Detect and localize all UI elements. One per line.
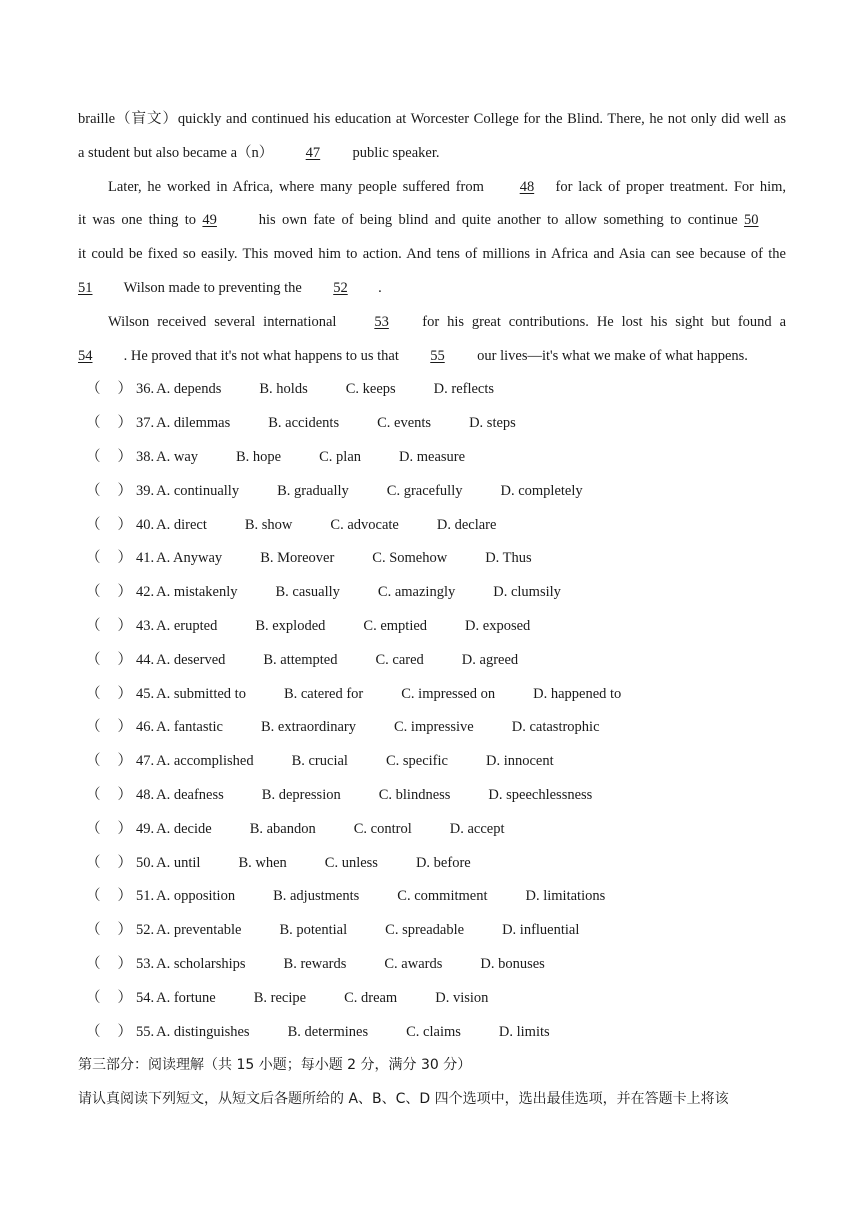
paren-open: （ [86, 381, 101, 398]
option-d: D. agreed [461, 651, 519, 668]
option-c: C. awards [384, 955, 443, 972]
question-row [78, 644, 786, 678]
option-b: B. recipe [253, 989, 307, 1006]
question-row [78, 813, 786, 847]
option-c: C. unless [324, 854, 378, 871]
option-a: A. depends [156, 381, 222, 398]
option-b: B. crucial [291, 753, 348, 770]
passage-line [78, 103, 786, 137]
answer-paren[interactable] [78, 982, 136, 1016]
blank-55: 55 [430, 347, 445, 364]
question-number: 46. [136, 719, 155, 736]
document-page [78, 103, 786, 1117]
question-row [78, 880, 786, 914]
answer-paren[interactable] [78, 644, 136, 678]
option-b: B. adjustments [273, 888, 360, 905]
option-d: D. steps [469, 415, 516, 432]
option-a: A. accomplished [156, 753, 254, 770]
paren-open: （ [86, 989, 101, 1006]
option-c: C. control [353, 820, 412, 837]
option-d: D. bonuses [480, 955, 545, 972]
blank-54: 54 [78, 347, 93, 364]
option-c: C. blindness [378, 786, 451, 803]
question-number: 40. [136, 516, 155, 533]
option-c: C. dream [344, 989, 398, 1006]
passage-text: public speaker. [352, 144, 440, 161]
paren-open: （ [86, 854, 101, 871]
option-b: B. extraordinary [260, 719, 356, 736]
passage-text: Wilson made to preventing the [123, 279, 302, 296]
question-row [78, 475, 786, 509]
paren-close: ） [117, 617, 132, 634]
paren-close: ） [117, 381, 132, 398]
answer-paren[interactable] [78, 373, 136, 407]
option-a: A. distinguishes [156, 1023, 250, 1040]
question-row [78, 711, 786, 745]
paren-open: （ [86, 482, 101, 499]
paren-open: （ [86, 617, 101, 634]
option-a: A. deserved [156, 651, 226, 668]
question-row [78, 610, 786, 644]
answer-paren[interactable] [78, 813, 136, 847]
option-a: A. mistakenly [156, 584, 238, 601]
option-a: A. erupted [156, 617, 218, 634]
paren-open: （ [86, 753, 101, 770]
passage-text: a student but also became a（n） [78, 144, 274, 161]
option-b: B. abandon [249, 820, 316, 837]
paren-open: （ [86, 1023, 101, 1040]
paren-close: ） [117, 415, 132, 432]
question-row [78, 1016, 786, 1050]
option-c: C. gracefully [386, 482, 463, 499]
paren-open: （ [86, 820, 101, 837]
paren-open: （ [86, 516, 101, 533]
option-c: C. advocate [330, 516, 399, 533]
passage-line [78, 238, 786, 272]
question-row [78, 407, 786, 441]
option-a: A. deafness [156, 786, 224, 803]
question-number: 43. [136, 617, 155, 634]
question-row [78, 509, 786, 543]
passage-line [78, 340, 786, 374]
passage-line [78, 171, 786, 205]
paren-close: ） [117, 448, 132, 465]
passage-line [78, 272, 786, 306]
answer-paren[interactable] [78, 948, 136, 982]
option-d: D. vision [435, 989, 489, 1006]
option-c: C. keeps [345, 381, 396, 398]
option-b: B. attempted [263, 651, 338, 668]
answer-paren[interactable] [78, 914, 136, 948]
option-a: A. opposition [156, 888, 236, 905]
paren-open: （ [86, 685, 101, 702]
option-b: B. depression [261, 786, 341, 803]
paren-close: ） [117, 820, 132, 837]
passage-line [78, 137, 786, 171]
paren-open: （ [86, 448, 101, 465]
question-number: 47. [136, 753, 155, 770]
question-number: 54. [136, 989, 155, 1006]
option-b: B. determines [287, 1023, 369, 1040]
option-d: D. limitations [525, 888, 606, 905]
question-row [78, 542, 786, 576]
paren-close: ） [117, 922, 132, 939]
option-a: A. decide [156, 820, 212, 837]
passage-text: Later, he worked in Africa, where many people suffered from [108, 178, 484, 195]
option-b: B. when [238, 854, 287, 871]
passage-line [78, 306, 786, 340]
blank-50: 50 [744, 212, 759, 229]
paren-close: ） [117, 989, 132, 1006]
paren-close: ） [117, 651, 132, 668]
paren-open: （ [86, 786, 101, 803]
answer-paren[interactable] [78, 475, 136, 509]
option-d: D. speechlessness [488, 786, 593, 803]
question-row [78, 914, 786, 948]
option-b: B. potential [279, 922, 348, 939]
answer-paren[interactable] [78, 509, 136, 543]
option-c: C. commitment [397, 888, 488, 905]
passage-text: . He proved that it's not what happens to us that [123, 347, 399, 364]
option-d: D. measure [399, 448, 466, 465]
answer-paren[interactable] [78, 711, 136, 745]
blank-52: 52 [333, 279, 348, 296]
answer-paren[interactable] [78, 678, 136, 712]
option-c: C. spreadable [385, 922, 465, 939]
paren-close: ） [117, 854, 132, 871]
passage-text: our lives—it's what we make of what happens. [477, 347, 748, 364]
option-c: C. impressive [394, 719, 474, 736]
blank-51: 51 [78, 279, 93, 296]
option-b: B. accidents [268, 415, 340, 432]
option-a: A. until [156, 854, 201, 871]
answer-paren[interactable] [78, 576, 136, 610]
paren-open: （ [86, 955, 101, 972]
question-number: 48. [136, 786, 155, 803]
question-number: 39. [136, 482, 155, 499]
question-number: 49. [136, 820, 155, 837]
blank-53: 53 [374, 313, 389, 330]
paren-close: ） [117, 482, 132, 499]
passage-text: his own fate of being blind and quite another to allow something to continue [258, 212, 738, 229]
passage-text: braille（盲文）quickly and continued his education at Worcester College for the Blind. There, he not only did well as [78, 111, 786, 127]
passage-text: for lack of proper treatment. For him, [555, 178, 786, 195]
option-d: D. exposed [465, 617, 531, 634]
answer-paren[interactable] [78, 610, 136, 644]
option-d: D. before [415, 854, 471, 871]
question-row [78, 678, 786, 712]
paren-open: （ [86, 584, 101, 601]
paren-close: ） [117, 888, 132, 905]
question-number: 36. [136, 381, 155, 398]
blank-47: 47 [305, 144, 321, 161]
option-d: D. limits [498, 1023, 550, 1040]
option-c: C. specific [385, 753, 448, 770]
option-a: A. preventable [156, 922, 242, 939]
passage-text: Wilson received several international [108, 313, 337, 330]
option-d: D. declare [436, 516, 497, 533]
option-c: C. cared [375, 651, 424, 668]
answer-paren[interactable] [78, 779, 136, 813]
paren-close: ） [117, 753, 132, 770]
option-b: B. show [244, 516, 293, 533]
option-a: A. Anyway [156, 550, 223, 567]
question-row [78, 373, 786, 407]
question-number: 41. [136, 550, 155, 567]
option-c: C. Somehow [372, 550, 448, 567]
question-number: 53. [136, 955, 155, 972]
question-row [78, 779, 786, 813]
option-c: C. emptied [363, 617, 428, 634]
option-b: B. hope [236, 448, 282, 465]
paren-close: ） [117, 584, 132, 601]
section-heading: 第三部分：阅读理解（共 15 小题；每小题 2 分，满分 30 分） [78, 1057, 472, 1074]
question-row [78, 948, 786, 982]
passage-text: . [378, 279, 382, 296]
option-c: C. amazingly [377, 584, 456, 601]
answer-paren[interactable] [78, 1016, 136, 1050]
option-d: D. clumsily [493, 584, 561, 601]
option-b: B. exploded [255, 617, 326, 634]
paren-close: ） [117, 786, 132, 803]
passage-text: it was one thing to [78, 212, 197, 229]
question-number: 42. [136, 584, 155, 601]
option-c: C. events [377, 415, 432, 432]
option-a: A. way [156, 448, 199, 465]
option-a: A. fortune [156, 989, 216, 1006]
question-number: 50. [136, 854, 155, 871]
option-a: A. dilemmas [156, 415, 231, 432]
option-a: A. submitted to [156, 685, 246, 702]
paren-open: （ [86, 550, 101, 567]
option-c: C. plan [319, 448, 362, 465]
option-c: C. claims [406, 1023, 461, 1040]
option-b: B. Moreover [260, 550, 335, 567]
question-number: 45. [136, 685, 155, 702]
option-d: D. accept [449, 820, 505, 837]
paren-close: ） [117, 1023, 132, 1040]
paren-open: （ [86, 415, 101, 432]
question-list [78, 373, 786, 1049]
answer-paren[interactable] [78, 745, 136, 779]
paren-close: ） [117, 719, 132, 736]
question-row [78, 982, 786, 1016]
question-row [78, 847, 786, 881]
blank-48: 48 [519, 178, 535, 195]
option-d: D. happened to [533, 685, 622, 702]
option-d: D. Thus [485, 550, 532, 567]
question-number: 52. [136, 922, 155, 939]
option-d: D. completely [500, 482, 583, 499]
paren-open: （ [86, 719, 101, 736]
paren-open: （ [86, 651, 101, 668]
option-d: D. innocent [485, 753, 554, 770]
option-a: A. continually [156, 482, 240, 499]
paren-close: ） [117, 516, 132, 533]
option-b: B. casually [275, 584, 340, 601]
option-d: D. influential [502, 922, 580, 939]
answer-paren[interactable] [78, 847, 136, 881]
passage-text: it could be fixed so easily. This moved him to action. And tens of millions in Africa and Asia can see because of the [78, 246, 786, 263]
option-b: B. rewards [283, 955, 347, 972]
option-a: A. scholarships [156, 955, 246, 972]
answer-paren[interactable] [78, 542, 136, 576]
question-number: 44. [136, 651, 155, 668]
question-row [78, 576, 786, 610]
question-number: 55. [136, 1023, 155, 1040]
section-instruction: 请认真阅读下列短文，从短文后各题所给的 A、B、C、D 四个选项中，选出最佳选项，并在答题卡上将该 [78, 1091, 729, 1108]
passage-text: for his great contributions. He lost his sight but found a [422, 313, 786, 330]
paren-open: （ [86, 888, 101, 905]
answer-paren[interactable] [78, 441, 136, 475]
option-b: B. gradually [277, 482, 349, 499]
blank-49: 49 [202, 212, 217, 229]
paren-close: ） [117, 685, 132, 702]
answer-paren[interactable] [78, 407, 136, 441]
answer-paren[interactable] [78, 880, 136, 914]
option-b: B. holds [259, 381, 308, 398]
question-row [78, 745, 786, 779]
paren-open: （ [86, 922, 101, 939]
option-b: B. catered for [283, 685, 364, 702]
option-c: C. impressed on [401, 685, 496, 702]
question-number: 38. [136, 448, 155, 465]
question-number: 37. [136, 415, 155, 432]
question-row [78, 441, 786, 475]
paren-close: ） [117, 955, 132, 972]
question-number: 51. [136, 888, 155, 905]
passage-line [78, 204, 786, 238]
option-a: A. fantastic [156, 719, 223, 736]
option-d: D. catastrophic [511, 719, 600, 736]
option-d: D. reflects [433, 381, 495, 398]
paren-close: ） [117, 550, 132, 567]
option-a: A. direct [156, 516, 207, 533]
